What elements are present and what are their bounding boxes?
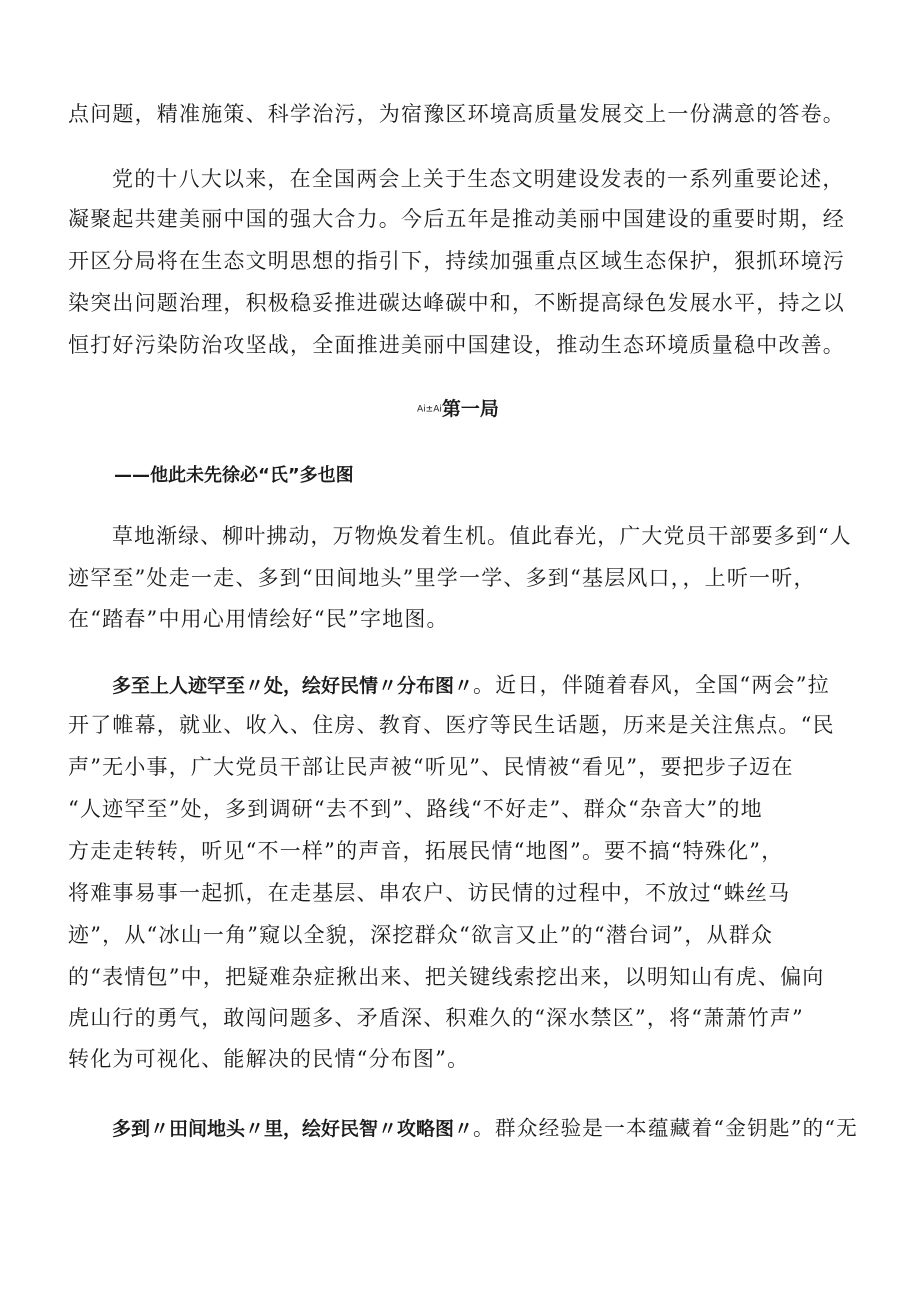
para2-line-5: 恒打好污染防治攻坚战，全面推进美丽中国建设，推动生态环境质量稳中改善。 [68,333,845,357]
para4-lead: 多至上人迹罕至〃处，绘好民情〃分布图〃 [112,675,474,697]
para2-line-2: 凝聚起共建美丽中国的强大合力。今后五年是推动美丽中国建设的重要时期，经 [68,207,845,231]
intro-line-1: 点问题，精准施策、科学治污，为宿豫区环境高质量发展交上一份满意的答卷。 [68,102,845,126]
para4-line-6: 将难事易事一起抓，在走基层、串农户、访民情的过程中，不放过“蛛丝马 [68,881,791,905]
para4-line-1-rest: 。近日，伴随着春风，全国“两会”拉 [473,673,830,697]
para4-line-4: “人迹罕至”处，多到调研“去不到”、路线“不好走”、群众“杂音大”的地 [68,797,763,821]
para3-line-1: 草地渐绿、柳叶拂动，万物焕发着生机。值此春光，广大党员干部要多到“人 [112,524,852,548]
section-subtitle: ——他此未先徐必“氏”多也图 [114,465,354,486]
para5-line-1 [112,1115,858,1142]
para3-line-2: 迹罕至”处走一走、多到“田间地头”里学一学、多到“基层风口，，上听一听， [68,566,816,590]
section-heading [417,397,499,422]
para4-line-3: 声”无小事，广大党员干部让民声被“听见”、民情被“看见”，要把步子迈在 [68,755,794,779]
para2-line-1: 党的十八大以来，在全国两会上关于生态文明建设发表的一系列重要论述， [112,167,845,191]
para4-line-9: 虎山行的勇气，敢闯问题多、矛盾深、积难久的“深水禁区”，将“萧萧竹声” [68,1006,804,1030]
para5-line-1-rest: 。群众经验是一本蕴藏着“金钥匙”的“无 [473,1116,858,1140]
section-mark: Ai±Ai [417,404,442,415]
para4-line-10: 转化为可视化、能解决的民情“分布图”。 [68,1047,470,1071]
para4-line-7: 迹”，从“冰山一角”窥以全貌，深挖群众“欲言又止”的“潜台词”，从群众 [68,923,774,947]
para2-line-3: 开区分局将在生态文明思想的指引下，持续加强重点区域生态保护，狠抓环境污 [68,249,845,273]
para4-line-2: 开了帷幕，就业、收入、住房、教育、医疗等民生话题，历来是关注焦点。“民 [68,713,835,737]
para4-line-8: 的“表情包”中，把疑难杂症揪出来、把关键线索挖出来，以明知山有虎、偏向 [68,965,825,989]
para3-line-3: 在“踏春”中用心用情绘好“民”字地图。 [68,607,449,631]
para4-line-1 [112,672,830,699]
para5-lead: 多到〃田间地头〃里，绘好民智〃攻略图〃 [112,1118,474,1140]
para2-line-4: 染突出问题治理，积极稳妥推进碳达峰碳中和，不断提高绿色发展水平，持之以 [68,291,845,315]
para4-line-5: 方走走转转，听见“不一样”的声音，拓展民情“地图”。要不搞“特殊化”， [68,839,784,863]
section-title: 第一局 [441,398,499,420]
